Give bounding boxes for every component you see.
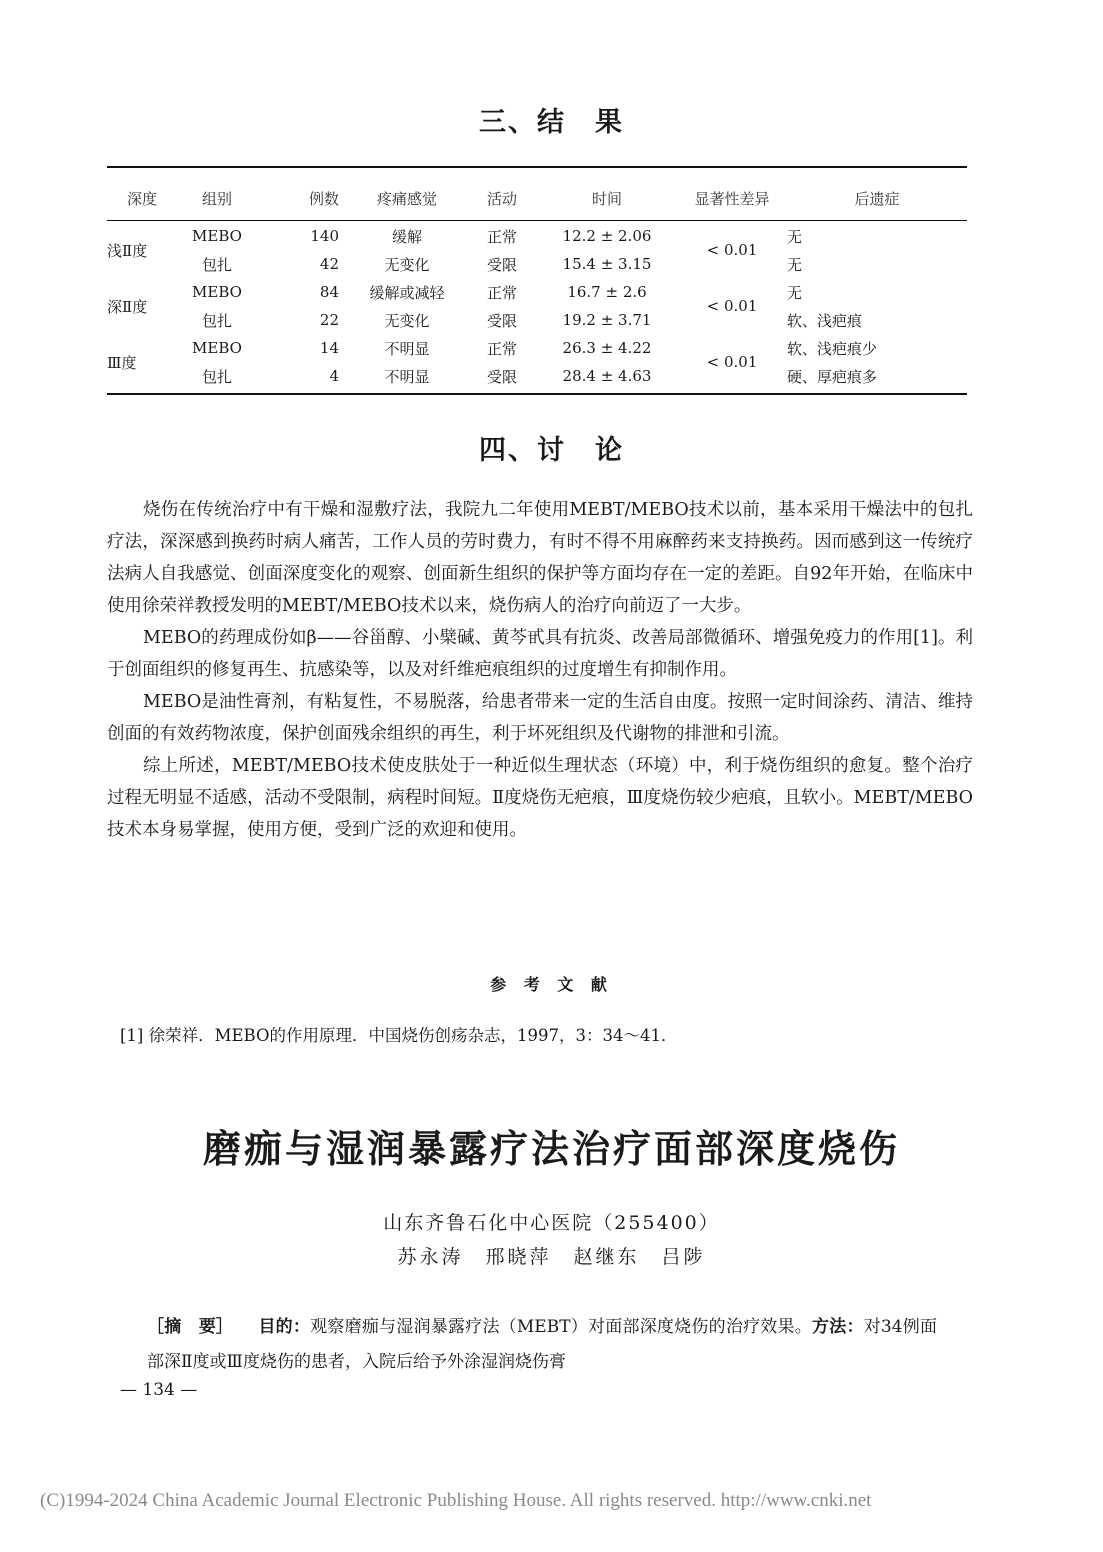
abstract — [147, 1310, 937, 1380]
time-cell: 26.3 ± 4.22 — [562, 339, 652, 357]
discussion-paragraph: MEBO是油性膏剂，有粘复性，不易脱落，给患者带来一定的生活自由度。按照一定时间涂药、清洁、维持创面的有效药物浓度，保护创面残余组织的再生，利于坏死组织及代谢物的排泄和引流。 — [107, 692, 973, 744]
activity-cell: 受限 — [486, 255, 517, 274]
discussion-paragraph: 综上所述，MEBT/MEBO技术使皮肤处于一种近似生理状态（环境）中，利于烧伤组织的愈复。整个治疗过程无明显不适感，活动不受限制，病程时间短。Ⅱ度烧伤无疤痕，Ⅲ度烧伤较少疤痕，且软小。MEBT/MEBO技术本身易掌握，使用方便，受到广泛的欢迎和使用。 — [107, 756, 973, 840]
p-cell: < 0.01 — [706, 297, 758, 315]
copyright-footer: (C)1994-2024 China Academic Journal Electronic Publishing House. All rights reserved. http://www.cnki.net — [40, 1490, 872, 1511]
page-number: — 134 — — [120, 1380, 198, 1400]
pain-cell: 无变化 — [384, 311, 430, 330]
n-cell: 42 — [319, 255, 339, 273]
sequelae-cell: 软、浅疤痕 — [787, 311, 863, 330]
activity-cell: 正常 — [486, 283, 517, 302]
col-header: 活动 — [486, 189, 517, 208]
col-header: 后遗症 — [854, 189, 900, 208]
time-cell: 16.7 ± 2.6 — [567, 283, 647, 301]
abstract-label: ［摘 要］ — [147, 1317, 234, 1337]
time-cell: 12.2 ± 2.06 — [562, 227, 652, 245]
table-row — [107, 306, 967, 334]
activity-cell: 正常 — [486, 227, 517, 246]
abstract-purpose-label: 目的： — [258, 1317, 311, 1337]
table-row — [107, 362, 967, 390]
sequelae-cell: 硬、厚疤痕多 — [787, 367, 878, 386]
table-row — [107, 222, 967, 250]
activity-cell: 受限 — [486, 367, 517, 386]
group-cell: 包扎 — [201, 255, 232, 274]
col-header: 时间 — [591, 189, 622, 208]
table-row — [107, 250, 967, 278]
discussion-heading: 四、讨 论 — [479, 435, 624, 466]
discussion-paragraph: MEBO的药理成份如β——谷甾醇、小檗碱、黄芩甙具有抗炎、改善局部微循环、增强免疫力的作用[1]。利于创面组织的修复再生、抗感染等，以及对纤维疤痕组织的过度增生有抑制作用。 — [107, 628, 973, 680]
affiliation: 山东齐鲁石化中心医院（255400） — [383, 1212, 720, 1234]
pain-cell: 缓解 — [391, 227, 422, 246]
abstract-purpose-text: 观察磨痂与湿润暴露疗法（MEBT）对面部深度烧伤的治疗效果。 — [310, 1317, 812, 1337]
depth-cell: 深Ⅱ度 — [107, 297, 148, 316]
discussion-paragraph: 烧伤在传统治疗中有干燥和湿敷疗法，我院九二年使用MEBT/MEBO技术以前，基本采用干燥法中的包扎疗法，深深感到换药时病人痛苦，工作人员的劳时费力，有时不得不用麻醉药来支持换药。因而感到这一传统疗法病人自我感觉、创面深度变化的观察、创面新生组织的保护等方面均存在一定的差距。自92年开始，在临床中使用徐荣祥教授发明的MEBT/MEBO技术以来，烧伤病人的治疗向前迈了一大步。 — [107, 500, 973, 616]
table-row — [107, 278, 967, 306]
col-header: 组别 — [201, 189, 232, 208]
n-cell: 14 — [319, 339, 339, 357]
discussion-body — [107, 494, 973, 846]
pain-cell: 不明显 — [384, 339, 430, 358]
pain-cell: 无变化 — [384, 255, 430, 274]
time-cell: 15.4 ± 3.15 — [562, 255, 652, 273]
depth-cell: 浅Ⅱ度 — [107, 241, 148, 260]
col-header: 例数 — [308, 189, 339, 208]
activity-cell: 受限 — [486, 311, 517, 330]
group-cell: MEBO — [192, 339, 242, 357]
sequelae-cell: 无 — [787, 227, 803, 246]
authors: 苏永涛 邢晓萍 赵继东 吕陟 — [397, 1246, 706, 1268]
pain-cell: 缓解或减轻 — [369, 283, 445, 302]
col-header: 深度 — [126, 189, 157, 208]
time-cell: 28.4 ± 4.63 — [562, 367, 652, 385]
results-table — [107, 180, 967, 390]
sequelae-cell: 软、浅疤痕少 — [787, 339, 878, 358]
table-top-rule — [107, 166, 967, 168]
n-cell: 4 — [329, 367, 339, 385]
col-header: 疼痛感觉 — [376, 189, 437, 208]
depth-cell: Ⅲ度 — [107, 353, 137, 372]
col-header: 显著性差异 — [694, 189, 770, 208]
abstract-method-label: 方法： — [812, 1317, 864, 1337]
table-bottom-rule — [107, 393, 967, 395]
group-cell: MEBO — [192, 283, 242, 301]
article-title: 磨痂与湿润暴露疗法治疗面部深度烧伤 — [202, 1127, 900, 1171]
group-cell: MEBO — [192, 227, 242, 245]
sequelae-cell: 无 — [787, 255, 803, 274]
references-heading: 参 考 文 献 — [490, 975, 613, 994]
time-cell: 19.2 ± 3.71 — [562, 311, 652, 329]
group-cell: 包扎 — [201, 311, 232, 330]
n-cell: 140 — [310, 227, 339, 245]
results-heading: 三、结 果 — [479, 107, 624, 138]
p-cell: < 0.01 — [706, 353, 758, 371]
abstract-method-text: 对34例面部深Ⅱ度或Ⅲ度烧伤的患者，入院后给予外涂湿润烧伤膏 — [147, 1317, 938, 1372]
sequelae-cell: 无 — [787, 283, 803, 302]
p-cell: < 0.01 — [706, 241, 758, 259]
pain-cell: 不明显 — [384, 367, 430, 386]
table-header-row — [107, 180, 967, 216]
reference-item: [1] 徐荣祥．MEBO的作用原理．中国烧伤创疡杂志，1997，3：34～41． — [120, 1026, 678, 1045]
group-cell: 包扎 — [201, 367, 232, 386]
n-cell: 22 — [319, 311, 339, 329]
n-cell: 84 — [319, 283, 339, 301]
table-row — [107, 334, 967, 362]
activity-cell: 正常 — [486, 339, 517, 358]
